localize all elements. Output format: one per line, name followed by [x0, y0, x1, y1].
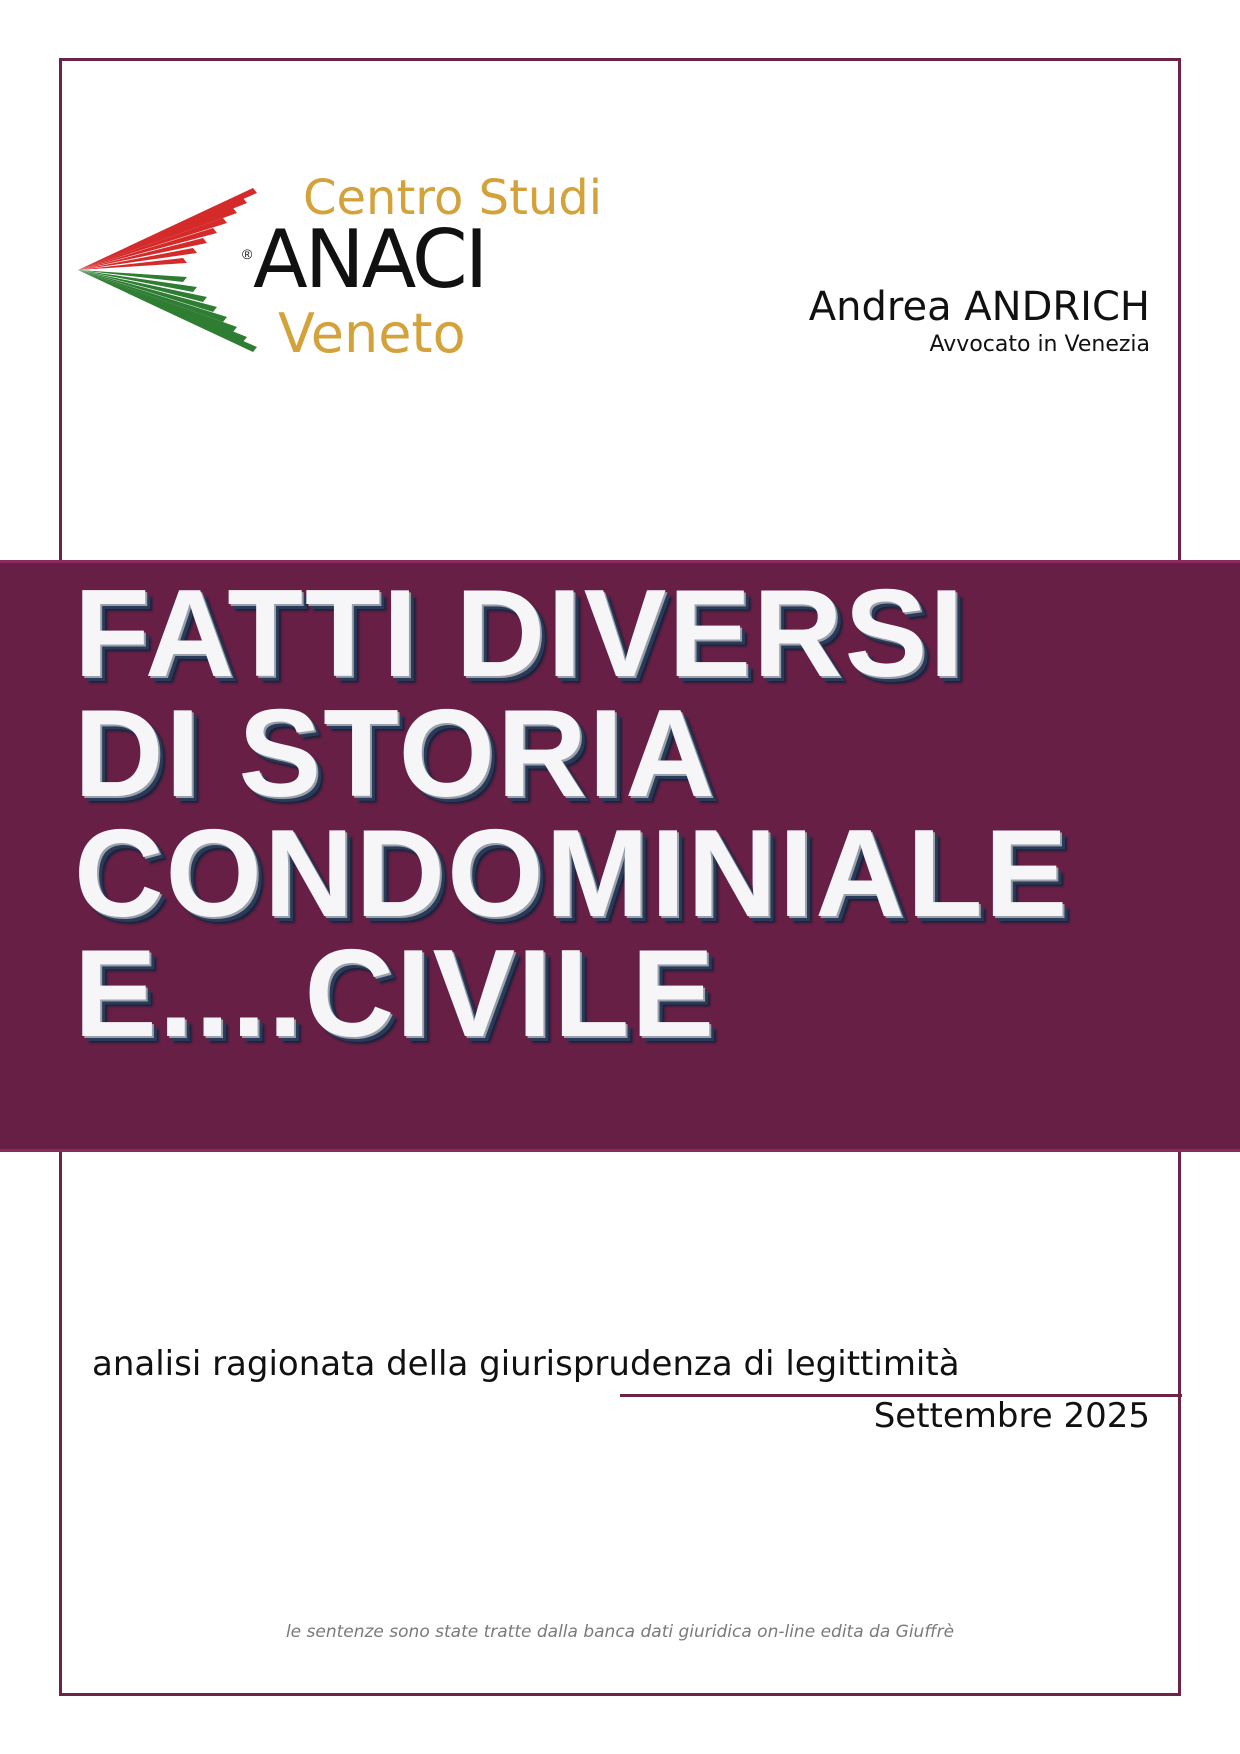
logo-ray-green [78, 270, 257, 352]
author-role: Avvocato in Venezia [929, 332, 1150, 357]
anaci-logo [78, 170, 603, 370]
title-line-4: E....CIVILE [74, 925, 717, 1063]
title-line-1: FATTI DIVERSI [74, 565, 966, 703]
logo-rays-icon [78, 178, 258, 358]
subtitle: analisi ragionata della giurisprudenza di legittimità [92, 1344, 960, 1384]
publication-date: Settembre 2025 [873, 1396, 1150, 1436]
document-title [74, 565, 1070, 1063]
logo-text-centro-studi: Centro Studi [303, 170, 603, 226]
title-line-3: CONDOMINIALE [74, 805, 1070, 943]
author-block [809, 282, 1150, 358]
logo-ray-red [78, 198, 247, 270]
logo-ray-green [78, 270, 237, 332]
logo-text-anaci: ANACI [253, 213, 486, 306]
logo-text-veneto: Veneto [278, 302, 466, 365]
logo-registered-mark: ® [242, 246, 253, 262]
source-footnote: le sentenze sono state tratte dalla banca dati giuridica on-line edita da Giuffrè [285, 1622, 955, 1642]
logo-ray-red [78, 188, 257, 270]
logo-ray-red [78, 208, 237, 270]
title-line-2: DI STORIA [74, 685, 717, 823]
author-name: Andrea ANDRICH [808, 284, 1150, 330]
logo-ray-green [78, 270, 247, 342]
